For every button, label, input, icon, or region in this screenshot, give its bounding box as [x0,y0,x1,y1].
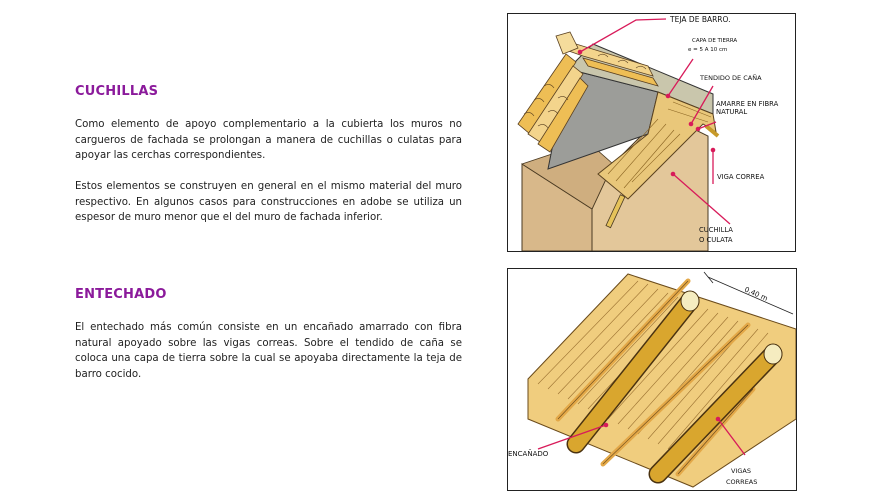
label-vigas: VIGAS [731,467,751,475]
entechado-illustration [507,268,797,491]
label-cuchilla: CUCHILLA [699,226,733,234]
entechado-paragraph-1: El entechado más común consiste en un encañado amarrado con fibra natural apoyado sobre las vigas correas. Sobre el tendido de caña se coloca una capa de tierra sobre la cual se apoyaba directamente la teja de barro cocido. [75,322,462,380]
label-capa-de-tierra: CAPA DE TIERRA [692,38,738,44]
cuchilla-illustration [507,13,796,252]
label-amarre-natural: NATURAL [716,108,748,116]
label-tendido-de-cana: TENDIDO DE CAÑA [700,74,762,82]
label-o-culata: O CULATA [699,236,733,244]
house-roof-drawing [508,14,795,251]
label-teja-de-barro: TEJA DE BARRO. [670,15,731,24]
label-dimension-040m: 0,40 m [743,285,769,303]
label-amarre-fibra: AMARRE EN FIBRA [716,100,779,108]
section-title-entechado: ENTECHADO [75,287,167,302]
cuchillas-paragraph-2: Estos elementos se construyen en general en el mismo material del muro respectivo. En algunos casos para construcciones en adobe se utiliza un espesor de muro menor que el del muro de fachada inferior. [75,181,462,224]
label-correas: CORREAS [726,478,758,486]
label-encanado: ENCAÑADO [508,450,549,458]
label-viga-correa: VIGA CORREA [717,173,765,181]
section-title-cuchillas: CUCHILLAS [75,84,159,99]
label-capa-espesor: e = 5 A 10 cm [688,47,728,53]
cuchillas-paragraph-1: Como elemento de apoyo complementario a la cubierta los muros no cargueros de fachada se prolongan a manera de cuchillas o culatas para apoyar las cerchas correspondientes. [75,119,462,162]
cane-mat-and-beams-drawing [508,269,796,490]
